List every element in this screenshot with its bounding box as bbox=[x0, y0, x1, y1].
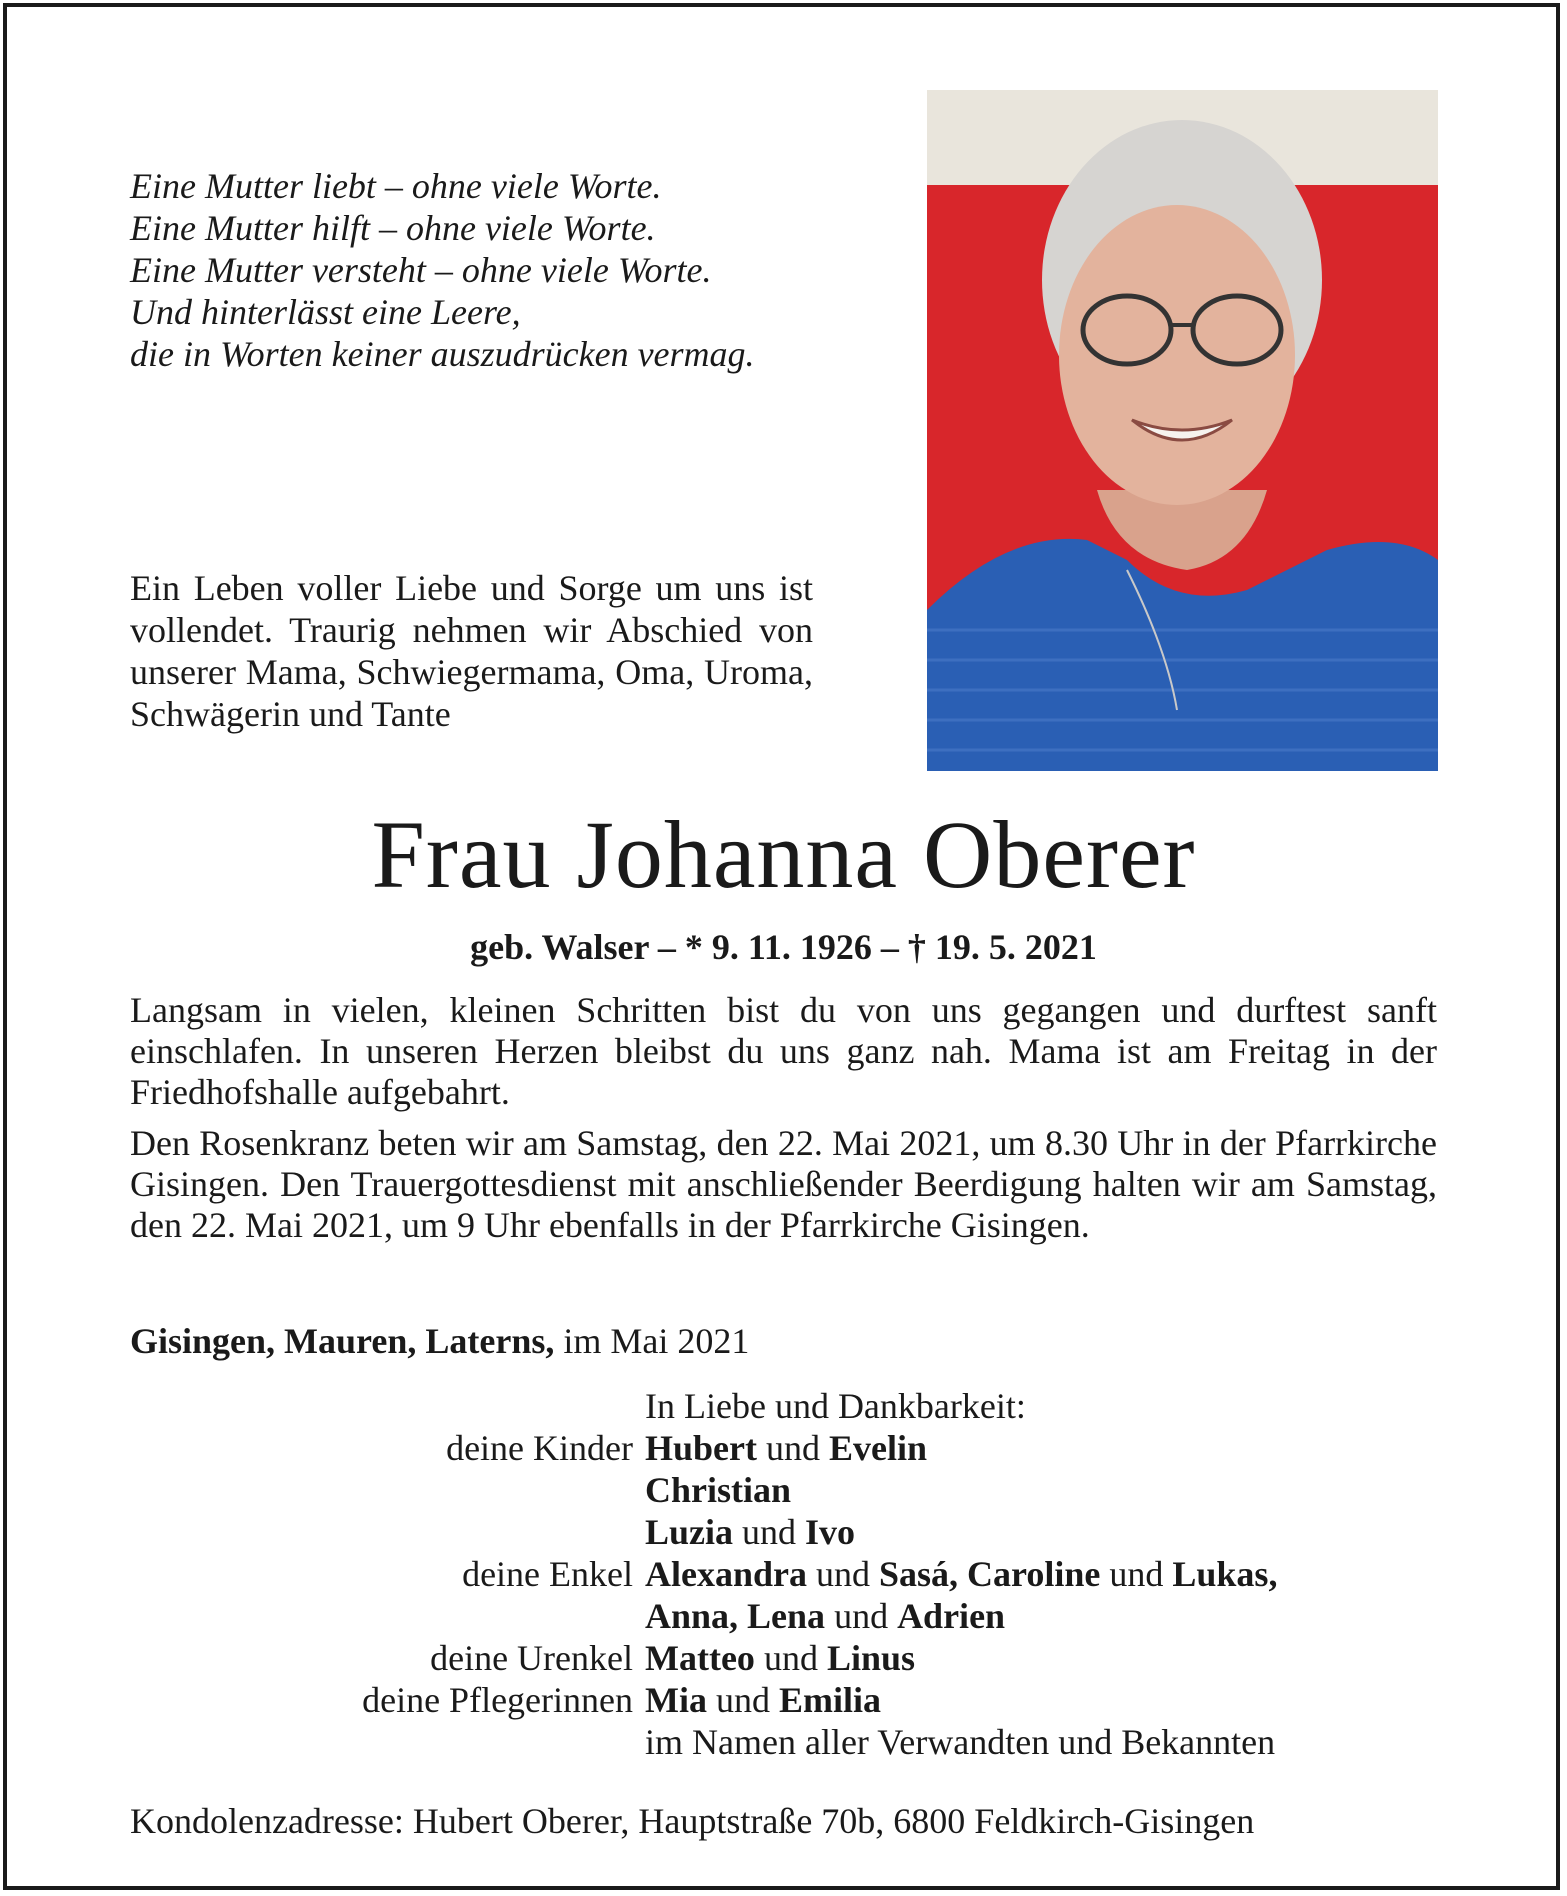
intro-text: Ein Leben voller Liebe und Sorge um uns ist vollendet. Traurig nehmen wir Abschied von unserer Mama, Schwiegermama, Oma, Uroma, Schwägerin und Tante bbox=[130, 568, 813, 734]
family-row bbox=[130, 1637, 1490, 1679]
family-row bbox=[130, 1679, 1490, 1721]
family-relation-label bbox=[130, 1469, 645, 1511]
family-member-name: Luzia bbox=[645, 1512, 734, 1552]
announcement-body bbox=[130, 990, 1437, 1256]
family-names bbox=[645, 1511, 855, 1553]
connector-text: und bbox=[807, 1554, 879, 1594]
family-names bbox=[645, 1637, 915, 1679]
paragraph: Den Rosenkranz beten wir am Samstag, den 22. Mai 2021, um 8.30 Uhr in der Pfarrkirche Gisingen. Den Trauergottesdienst mit anschließender Beerdigung halten wir am Samstag, den 22. Mai 2021, um 9 Uhr ebenfalls in der Pfarrkirche Gisingen. bbox=[130, 1123, 1437, 1245]
connector-text: und bbox=[754, 1638, 827, 1678]
family-relation-label bbox=[130, 1511, 645, 1553]
family-member-name: Sasá, Caroline bbox=[879, 1554, 1101, 1594]
family-member-name: Lukas, bbox=[1172, 1554, 1278, 1594]
date: im Mai 2021 bbox=[563, 1321, 750, 1361]
poem-line: Eine Mutter liebt – ohne viele Worte. bbox=[130, 166, 662, 206]
family-member-name: Emilia bbox=[778, 1680, 881, 1720]
family-relation-label: deine Urenkel bbox=[430, 1638, 633, 1678]
family-member-name: Mia bbox=[645, 1680, 707, 1720]
family-greeting: In Liebe und Dankbarkeit: bbox=[645, 1386, 1026, 1426]
family-names bbox=[645, 1427, 927, 1469]
towns: Gisingen, Mauren, Laterns, bbox=[130, 1321, 555, 1361]
life-dates: geb. Walser – * 9. 11. 1926 – † 19. 5. 2021 bbox=[470, 927, 1097, 967]
connector-text: und bbox=[825, 1596, 898, 1636]
connector-text: und bbox=[706, 1680, 779, 1720]
family-relation-label: deine Pflegerinnen bbox=[362, 1680, 633, 1720]
family-member-name: Anna, Lena bbox=[645, 1596, 826, 1636]
poem bbox=[130, 165, 755, 375]
family-member-name: Christian bbox=[645, 1470, 792, 1510]
poem-line: Eine Mutter hilft – ohne viele Worte. bbox=[130, 208, 656, 248]
poem-line: Und hinterlässt eine Leere, bbox=[130, 292, 521, 332]
condolence-address: Kondolenzadresse: Hubert Oberer, Hauptstraße 70b, 6800 Feldkirch-Gisingen bbox=[130, 1801, 1255, 1841]
connector-text: und bbox=[757, 1428, 829, 1468]
family-names bbox=[645, 1553, 1277, 1595]
family-names bbox=[645, 1469, 791, 1511]
family-member-name: Matteo bbox=[645, 1638, 755, 1678]
family-member-name: Hubert bbox=[645, 1428, 757, 1468]
family-row bbox=[130, 1553, 1490, 1595]
family-member-name: Alexandra bbox=[645, 1554, 807, 1594]
deceased-name: Frau Johanna Oberer bbox=[371, 801, 1196, 908]
family-list bbox=[130, 1385, 1490, 1763]
family-member-name: Adrien bbox=[897, 1596, 1006, 1636]
poem-line: die in Worten keiner auszudrücken vermag. bbox=[130, 334, 755, 374]
portrait-photo bbox=[927, 90, 1438, 771]
family-member-name: Ivo bbox=[805, 1512, 856, 1552]
connector-text: und bbox=[733, 1512, 806, 1552]
connector-text: und bbox=[1100, 1554, 1173, 1594]
family-row bbox=[130, 1511, 1490, 1553]
family-relation-label bbox=[130, 1595, 645, 1637]
family-relation-label: deine Kinder bbox=[446, 1428, 633, 1468]
family-member-name: Linus bbox=[826, 1638, 916, 1678]
family-closing: im Namen aller Verwandten und Bekannten bbox=[645, 1722, 1276, 1762]
family-row bbox=[130, 1595, 1490, 1637]
place-and-date bbox=[130, 1320, 749, 1362]
family-names bbox=[645, 1679, 881, 1721]
family-member-name: Evelin bbox=[829, 1428, 928, 1468]
family-names bbox=[645, 1595, 1005, 1637]
family-row bbox=[130, 1469, 1490, 1511]
family-row bbox=[130, 1427, 1490, 1469]
poem-line: Eine Mutter versteht – ohne viele Worte. bbox=[130, 250, 712, 290]
family-relation-label: deine Enkel bbox=[462, 1554, 633, 1594]
paragraph: Langsam in vielen, kleinen Schritten bist du von uns gegangen und durftest sanft einschlafen. In unseren Herzen bleibst du uns ganz nah. Mama ist am Freitag in der Friedhofshalle aufgebahrt. bbox=[130, 990, 1437, 1112]
